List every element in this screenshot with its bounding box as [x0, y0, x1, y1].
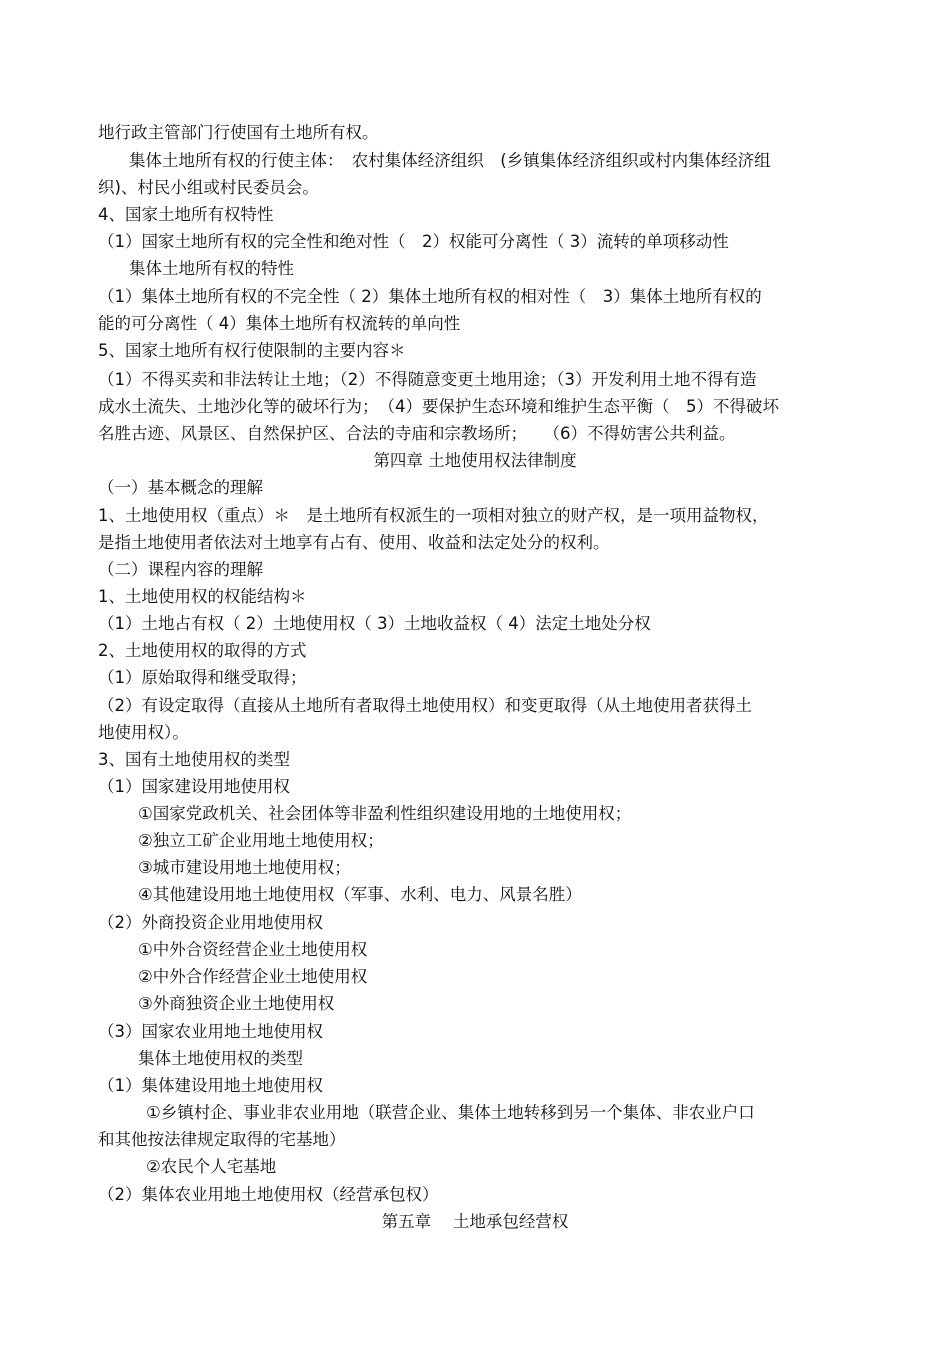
list-item: ④其他建设用地土地使用权（军事、水利、电力、风景名胜）	[138, 885, 582, 904]
list-item: ②农民个人宅基地	[146, 1157, 277, 1176]
section-heading: 5、国家土地所有权行使限制的主要内容＊	[98, 341, 406, 360]
text-line: 和其他按法律规定取得的宅基地）	[98, 1130, 346, 1149]
text-line: （1）土地占有权（ 2）土地使用权（ 3）土地收益权（ 4）法定土地处分权	[98, 614, 651, 633]
text-line: （1）不得买卖和非法转让土地；（2）不得随意变更土地用途；（3）开发利用土地不得有造	[98, 370, 757, 389]
text-line: （1）集体土地所有权的不完全性（ 2）集体土地所有权的相对性（ 3）集体土地所有权的	[98, 287, 762, 306]
text-line: （2）有设定取得（直接从土地所有者取得土地使用权）和变更取得（从土地使用者获得土	[98, 696, 752, 715]
text-line: （2）集体农业用地土地使用权（经营承包权）	[98, 1185, 439, 1204]
text-line: （2）外商投资企业用地使用权	[98, 913, 323, 932]
section-heading: 1、土地使用权的权能结构＊	[98, 587, 307, 606]
list-item: ②独立工矿企业用地土地使用权；	[138, 831, 384, 850]
chapter-title: 第四章 土地使用权法律制度	[373, 451, 577, 470]
list-item: ②中外合作经营企业土地使用权	[138, 967, 368, 986]
list-item: ①中外合资经营企业土地使用权	[138, 940, 368, 959]
list-item: ①乡镇村企、事业非农业用地（联营企业、集体土地转移到另一个集体、非农业户口	[146, 1103, 755, 1122]
text-line: （3）国家农业用地土地使用权	[98, 1022, 323, 1041]
text-line: 成水土流失、土地沙化等的破坏行为； （4）要保护生态环境和维护生态平衡（ 5）不得破坏	[98, 397, 779, 416]
text-line: 地使用权）。	[98, 723, 189, 742]
text-line: （1）国家土地所有权的完全性和绝对性（ 2）权能可分离性（ 3）流转的单项移动性	[98, 232, 729, 251]
section-heading: 2、土地使用权的取得的方式	[98, 641, 307, 660]
text-line: 是指土地使用者依法对土地享有占有、使用、收益和法定处分的权利。	[98, 533, 610, 552]
list-item: ③城市建设用地土地使用权；	[138, 858, 351, 877]
text-line: 织)、村民小组或村民委员会。	[98, 178, 319, 197]
text-line: （1）国家建设用地使用权	[98, 777, 290, 796]
text-line: 名胜古迹、风景区、自然保护区、合法的寺庙和宗教场所； （6）不得妨害公共利益。	[98, 424, 736, 443]
text-line: （1）原始取得和继受取得；	[98, 668, 307, 687]
chapter-title: 第五章 土地承包经营权	[381, 1212, 569, 1231]
section-heading: （一）基本概念的理解	[98, 478, 263, 497]
section-heading: 3、国有土地使用权的类型	[98, 750, 290, 769]
section-heading: 4、国家土地所有权特性	[98, 205, 274, 224]
text-line: （1）集体建设用地土地使用权	[98, 1076, 323, 1095]
text-line: 集体土地所有权的行使主体： 农村集体经济组织 (乡镇集体经济组织或村内集体经济组	[129, 151, 771, 170]
text-line: 地行政主管部门行使国有土地所有权。	[98, 123, 379, 142]
text-line: 集体土地使用权的类型	[138, 1049, 303, 1068]
list-item: ③外商独资企业土地使用权	[138, 994, 335, 1013]
section-heading: （二）课程内容的理解	[98, 560, 263, 579]
text-line: 集体土地所有权的特性	[129, 259, 294, 278]
list-item: ①国家党政机关、社会团体等非盈利性组织建设用地的土地使用权；	[138, 804, 632, 823]
text-line: 能的可分离性（ 4）集体土地所有权流转的单向性	[98, 314, 461, 333]
text-line: 1、土地使用权（重点）＊ 是土地所有权派生的一项相对独立的财产权，是一项用益物权，	[98, 506, 769, 525]
